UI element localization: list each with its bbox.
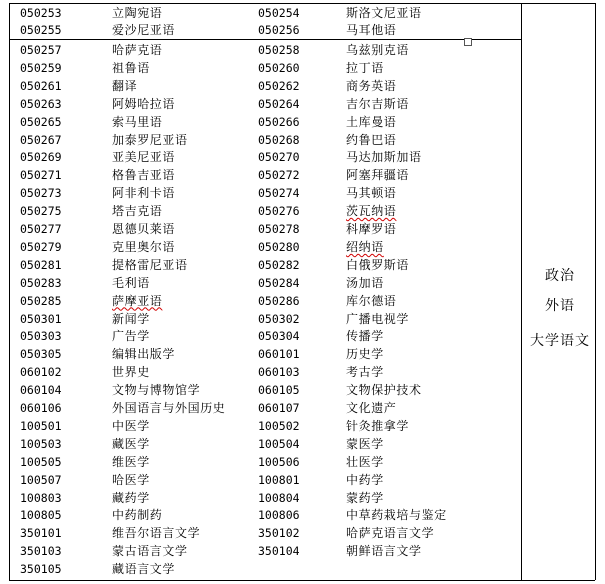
major-name: 维吾尔语言文学 <box>112 526 201 541</box>
major-name: 壮医学 <box>346 454 384 469</box>
major-name: 新闻学 <box>112 311 150 326</box>
major-code: 350104 <box>258 544 300 559</box>
major-code: 050305 <box>20 347 62 362</box>
major-name: 提格雷尼亚语 <box>112 257 188 272</box>
major-name: 塔吉克语 <box>112 204 163 219</box>
major-name: 蒙古语言文学 <box>112 544 188 559</box>
table-row <box>0 292 600 310</box>
major-name: 中药学 <box>346 472 384 487</box>
major-name: 外国语言与外国历史 <box>112 401 226 415</box>
major-code: 100804 <box>258 490 300 505</box>
major-code: 050284 <box>258 275 300 290</box>
major-code: 050270 <box>258 150 300 165</box>
major-code: 050273 <box>20 186 62 201</box>
subject-item: 大学语文 <box>530 333 590 349</box>
major-code: 100806 <box>258 508 300 523</box>
table-row <box>0 506 600 524</box>
major-code: 060101 <box>258 347 300 362</box>
major-name: 哈医学 <box>112 472 150 487</box>
major-code: 050257 <box>20 43 62 57</box>
major-name: 文物与博物馆学 <box>112 383 201 398</box>
major-name: 藏语言文学 <box>112 562 176 577</box>
major-code: 050275 <box>20 204 62 219</box>
major-code: 050269 <box>20 150 62 165</box>
table-row <box>0 131 600 149</box>
major-name: 阿姆哈拉语 <box>112 96 176 111</box>
major-name: 传播学 <box>346 329 384 344</box>
major-code: 060106 <box>20 401 62 415</box>
major-name: 加泰罗尼亚语 <box>112 132 188 147</box>
major-code: 100805 <box>20 508 62 523</box>
major-name: 马其顿语 <box>346 186 397 201</box>
section-divider <box>9 39 521 40</box>
major-code: 050259 <box>20 60 62 75</box>
table-row <box>0 59 600 77</box>
major-code: 050260 <box>258 60 300 75</box>
major-code: 050280 <box>258 239 300 254</box>
major-name: 白俄罗斯语 <box>346 257 410 272</box>
major-name: 针灸推拿学 <box>346 418 410 433</box>
major-name: 茨瓦纳语 <box>346 204 397 219</box>
major-name: 文物保护技术 <box>346 383 422 398</box>
major-name: 编辑出版学 <box>112 347 176 362</box>
major-code: 100502 <box>258 418 300 433</box>
major-name: 拉丁语 <box>346 60 384 75</box>
major-name: 吉尔吉斯语 <box>346 96 410 111</box>
major-code: 050255 <box>20 23 62 37</box>
major-code: 050285 <box>20 293 62 308</box>
major-code: 050303 <box>20 329 62 344</box>
major-code: 050278 <box>258 222 300 236</box>
major-name: 维医学 <box>112 454 150 469</box>
table-row <box>0 435 600 453</box>
table-row <box>0 256 600 274</box>
table-row <box>0 560 600 578</box>
major-code: 100507 <box>20 472 62 487</box>
major-code: 050263 <box>20 96 62 111</box>
major-code: 050264 <box>258 96 300 111</box>
major-name: 绍纳语 <box>346 239 384 254</box>
table-row <box>0 471 600 489</box>
major-code: 350103 <box>20 544 62 559</box>
table-row <box>0 542 600 560</box>
table-row <box>0 363 600 381</box>
major-code: 050274 <box>258 186 300 201</box>
major-code: 050301 <box>20 311 62 326</box>
major-name: 广播电视学 <box>346 311 410 326</box>
major-name: 科摩罗语 <box>346 222 397 236</box>
table-row <box>0 417 600 435</box>
major-name: 哈萨克语言文学 <box>346 526 435 541</box>
major-code: 060104 <box>20 383 62 398</box>
subject-item: 外语 <box>545 298 575 314</box>
table-row <box>0 41 600 59</box>
major-code: 050286 <box>258 293 300 308</box>
table-row <box>0 399 600 417</box>
major-code: 350101 <box>20 526 62 541</box>
major-code: 050258 <box>258 43 300 57</box>
major-name: 蒙药学 <box>346 490 384 505</box>
major-name: 翻译 <box>112 78 138 93</box>
major-code: 050254 <box>258 6 300 20</box>
major-code: 100801 <box>258 472 300 487</box>
table-row <box>0 453 600 471</box>
table-row <box>0 166 600 184</box>
table-row <box>0 345 600 363</box>
major-name: 乌兹别克语 <box>346 43 410 57</box>
major-name: 萨摩亚语 <box>112 293 163 308</box>
table-bottom-border <box>9 580 595 581</box>
major-code: 050271 <box>20 168 62 183</box>
major-code: 050283 <box>20 275 62 290</box>
major-name: 斯洛文尼亚语 <box>346 6 422 20</box>
major-name: 中医学 <box>112 418 150 433</box>
major-code: 100501 <box>20 418 62 433</box>
table-row <box>0 148 600 166</box>
table-row <box>0 489 600 507</box>
major-name: 朝鲜语言文学 <box>346 544 422 559</box>
major-name: 库尔德语 <box>346 293 397 308</box>
major-name: 广告学 <box>112 329 150 344</box>
major-name: 亚美尼亚语 <box>112 150 176 165</box>
major-name: 恩德贝莱语 <box>112 222 176 236</box>
major-code: 050265 <box>20 114 62 129</box>
table-row <box>0 202 600 220</box>
major-name: 历史学 <box>346 347 384 362</box>
major-code: 100505 <box>20 454 62 469</box>
table-row <box>0 381 600 399</box>
major-name: 立陶宛语 <box>112 6 163 20</box>
major-name: 阿塞拜疆语 <box>346 168 410 183</box>
major-name: 马达加斯加语 <box>346 150 422 165</box>
major-name: 汤加语 <box>346 275 384 290</box>
major-name: 哈萨克语 <box>112 43 163 57</box>
major-code: 100506 <box>258 454 300 469</box>
table-row <box>0 327 600 345</box>
major-code: 050282 <box>258 257 300 272</box>
major-name: 蒙医学 <box>346 436 384 451</box>
major-name: 毛利语 <box>112 275 150 290</box>
table-row <box>0 220 600 238</box>
table-row <box>0 21 600 39</box>
table-row <box>0 113 600 131</box>
major-code: 350102 <box>258 526 300 541</box>
major-name: 文化遗产 <box>346 401 397 415</box>
table-row <box>0 184 600 202</box>
major-code: 050304 <box>258 329 300 344</box>
major-name: 约鲁巴语 <box>346 132 397 147</box>
major-code: 050267 <box>20 132 62 147</box>
major-name: 爱沙尼亚语 <box>112 23 176 37</box>
table-row <box>0 77 600 95</box>
major-name: 马耳他语 <box>346 23 397 37</box>
major-name: 藏医学 <box>112 436 150 451</box>
major-code: 050279 <box>20 239 62 254</box>
major-name: 祖鲁语 <box>112 60 150 75</box>
major-code: 050262 <box>258 78 300 93</box>
major-code: 060107 <box>258 401 300 415</box>
table-row <box>0 524 600 542</box>
major-name: 商务英语 <box>346 78 397 93</box>
major-name: 中草药栽培与鉴定 <box>346 508 447 523</box>
major-name: 世界史 <box>112 365 150 380</box>
table-row <box>0 274 600 292</box>
major-code: 100503 <box>20 436 62 451</box>
major-code: 060105 <box>258 383 300 398</box>
major-code: 060102 <box>20 365 62 380</box>
major-code: 050281 <box>20 257 62 272</box>
major-name: 克里奥尔语 <box>112 239 176 254</box>
major-name: 考古学 <box>346 365 384 380</box>
major-code: 050276 <box>258 204 300 219</box>
major-code: 050272 <box>258 168 300 183</box>
major-name: 土库曼语 <box>346 114 397 129</box>
major-code: 050302 <box>258 311 300 326</box>
major-code: 060103 <box>258 365 300 380</box>
major-code: 350105 <box>20 562 62 577</box>
major-code: 050256 <box>258 23 300 37</box>
major-code: 050253 <box>20 6 62 20</box>
major-name: 藏药学 <box>112 490 150 505</box>
major-code: 050277 <box>20 222 62 236</box>
major-code: 050261 <box>20 78 62 93</box>
major-name: 阿非利卡语 <box>112 186 176 201</box>
major-code: 050266 <box>258 114 300 129</box>
subject-item: 政治 <box>545 268 575 284</box>
major-name: 中药制药 <box>112 508 163 523</box>
major-code: 050268 <box>258 132 300 147</box>
table-row <box>0 310 600 328</box>
major-code: 100803 <box>20 490 62 505</box>
major-code: 100504 <box>258 436 300 451</box>
table-row <box>0 4 600 22</box>
major-name: 索马里语 <box>112 114 163 129</box>
table-row <box>0 238 600 256</box>
table-row <box>0 95 600 113</box>
major-name: 格鲁吉亚语 <box>112 168 176 183</box>
